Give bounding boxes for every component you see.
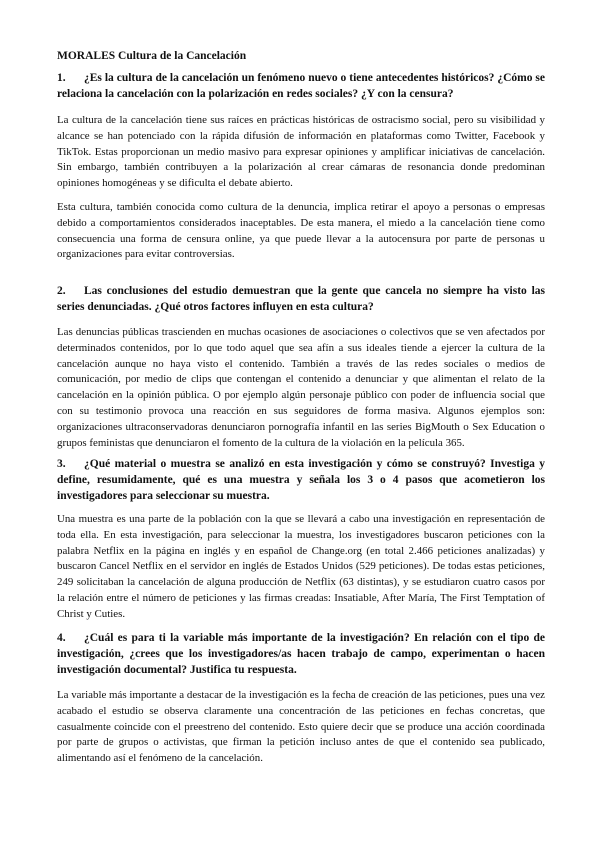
paragraph-1b: Esta cultura, también conocida como cultura de la denuncia, implica retirar el apoyo a personas o empresas debido a comportamientos considerados inaceptables. De esta manera, el miedo a la cancelación tiene como consecuencia una forma de censura online, ya que puede llevar a la autocensura por parte de personas u organizaciones para evitar controversias. bbox=[57, 201, 545, 261]
question-text: ¿Es la cultura de la cancelación un fenómeno nuevo o tiene antecedentes históricos? ¿Cómo se relaciona la cancelación con la polarización en redes sociales? ¿Y con la censura? bbox=[57, 72, 545, 100]
question-number: 3. bbox=[57, 458, 66, 470]
question-4 bbox=[57, 630, 545, 678]
paragraph-2a: Las denuncias públicas trascienden en muchas ocasiones de asociaciones o colectivos que se ven afectados por determinados contenidos, por lo que todo aquel que sea afín a sus ideales tiende a ejercer la cultura de la cancelación aunque no haya visto el contenido. También a través de las redes sociales o medios de comunicación, por medio de clips que contengan el contenido a denunciar y que alimentan el relato de la cancelación en la opinión pública. O por ejemplo algún personaje público con poder de influencia social que con su testimonio provoca una reacción en sus seguidores de forma masiva. Algunos ejemplos son: organizaciones ultraconservadoras denunciaron pornografía infantil en las series BigMouth o Sex Education o grupos feministas que denunciaron el fomento de la cultura de la violación en la película 365. bbox=[57, 326, 545, 449]
question-number: 4. bbox=[57, 632, 66, 644]
paragraph-1a: La cultura de la cancelación tiene sus raíces en prácticas históricas de ostracismo social, pero su visibilidad y alcance se han potenciado con la rápida difusión de información en plataformas como Twitter, Facebook y TikTok. Estas proporcionan un medio masivo para expresar opiniones y amplificar iniciativas de cancelación. Sin embargo, también contribuyen a la polarización al crear cámaras de resonancia donde predominan opiniones homogéneas y se dificulta el debate abierto. bbox=[57, 114, 545, 190]
paragraph-3a: Una muestra es una parte de la población con la que se llevará a cabo una investigación en representación de toda ella. En esta investigación, para seleccionar la muestra, los investigadores buscaron peticiones con la palabra Netflix en la página en inglés y en español de Change.org (en total 2.466 peticiones analizadas) y buscaron Cancel Netflix en el servidor en inglés de Estados Unidos (529 peticiones). De todas estas peticiones, 249 solicitaban la cancelación de alguna producción de Netflix (63 distintas), y se estudiaron cuatro casos por la relación entre el número de peticiones y las firmas creadas: Insatiable, After María, The First Temptation of Christ y Cuties. bbox=[57, 513, 545, 620]
question-text: ¿Qué material o muestra se analizó en esta investigación y cómo se construyó? Investiga y define, resumidamente, qué es una muestra y señala los 3 o 4 pasos que acometieron los investigadores para seleccionar su muestra. bbox=[57, 458, 545, 502]
question-text: ¿Cuál es para ti la variable más importante de la investigación? En relación con el tipo de investigación, ¿crees que los investigadores/as hacen trabajo de campo, experimentan o hacen investigación documental? Justifica tu respuesta. bbox=[57, 632, 545, 676]
question-2 bbox=[57, 283, 545, 315]
paragraph-4a: La variable más importante a destacar de la investigación es la fecha de creación de las peticiones, pues una vez acabado el estudio se observa claramente una concentración de las peticiones en fechas concretas, que casualmente coincide con el preestreno del contenido. Esto quiere decir que se produce una acción coordinada por parte de grupos o activistas, que firman la petición incluso antes de que el contenido sea publicado, alimentando así el fenómeno de la cancelación. bbox=[57, 689, 545, 765]
question-number: 2. bbox=[57, 285, 66, 297]
question-number: 1. bbox=[57, 72, 66, 84]
question-1 bbox=[57, 70, 545, 102]
document-title: MORALES Cultura de la Cancelación bbox=[57, 50, 247, 62]
question-text: Las conclusiones del estudio demuestran que la gente que cancela no siempre ha visto las series denunciadas. ¿Qué otros factores influyen en esta cultura? bbox=[57, 285, 545, 313]
question-3 bbox=[57, 456, 545, 504]
